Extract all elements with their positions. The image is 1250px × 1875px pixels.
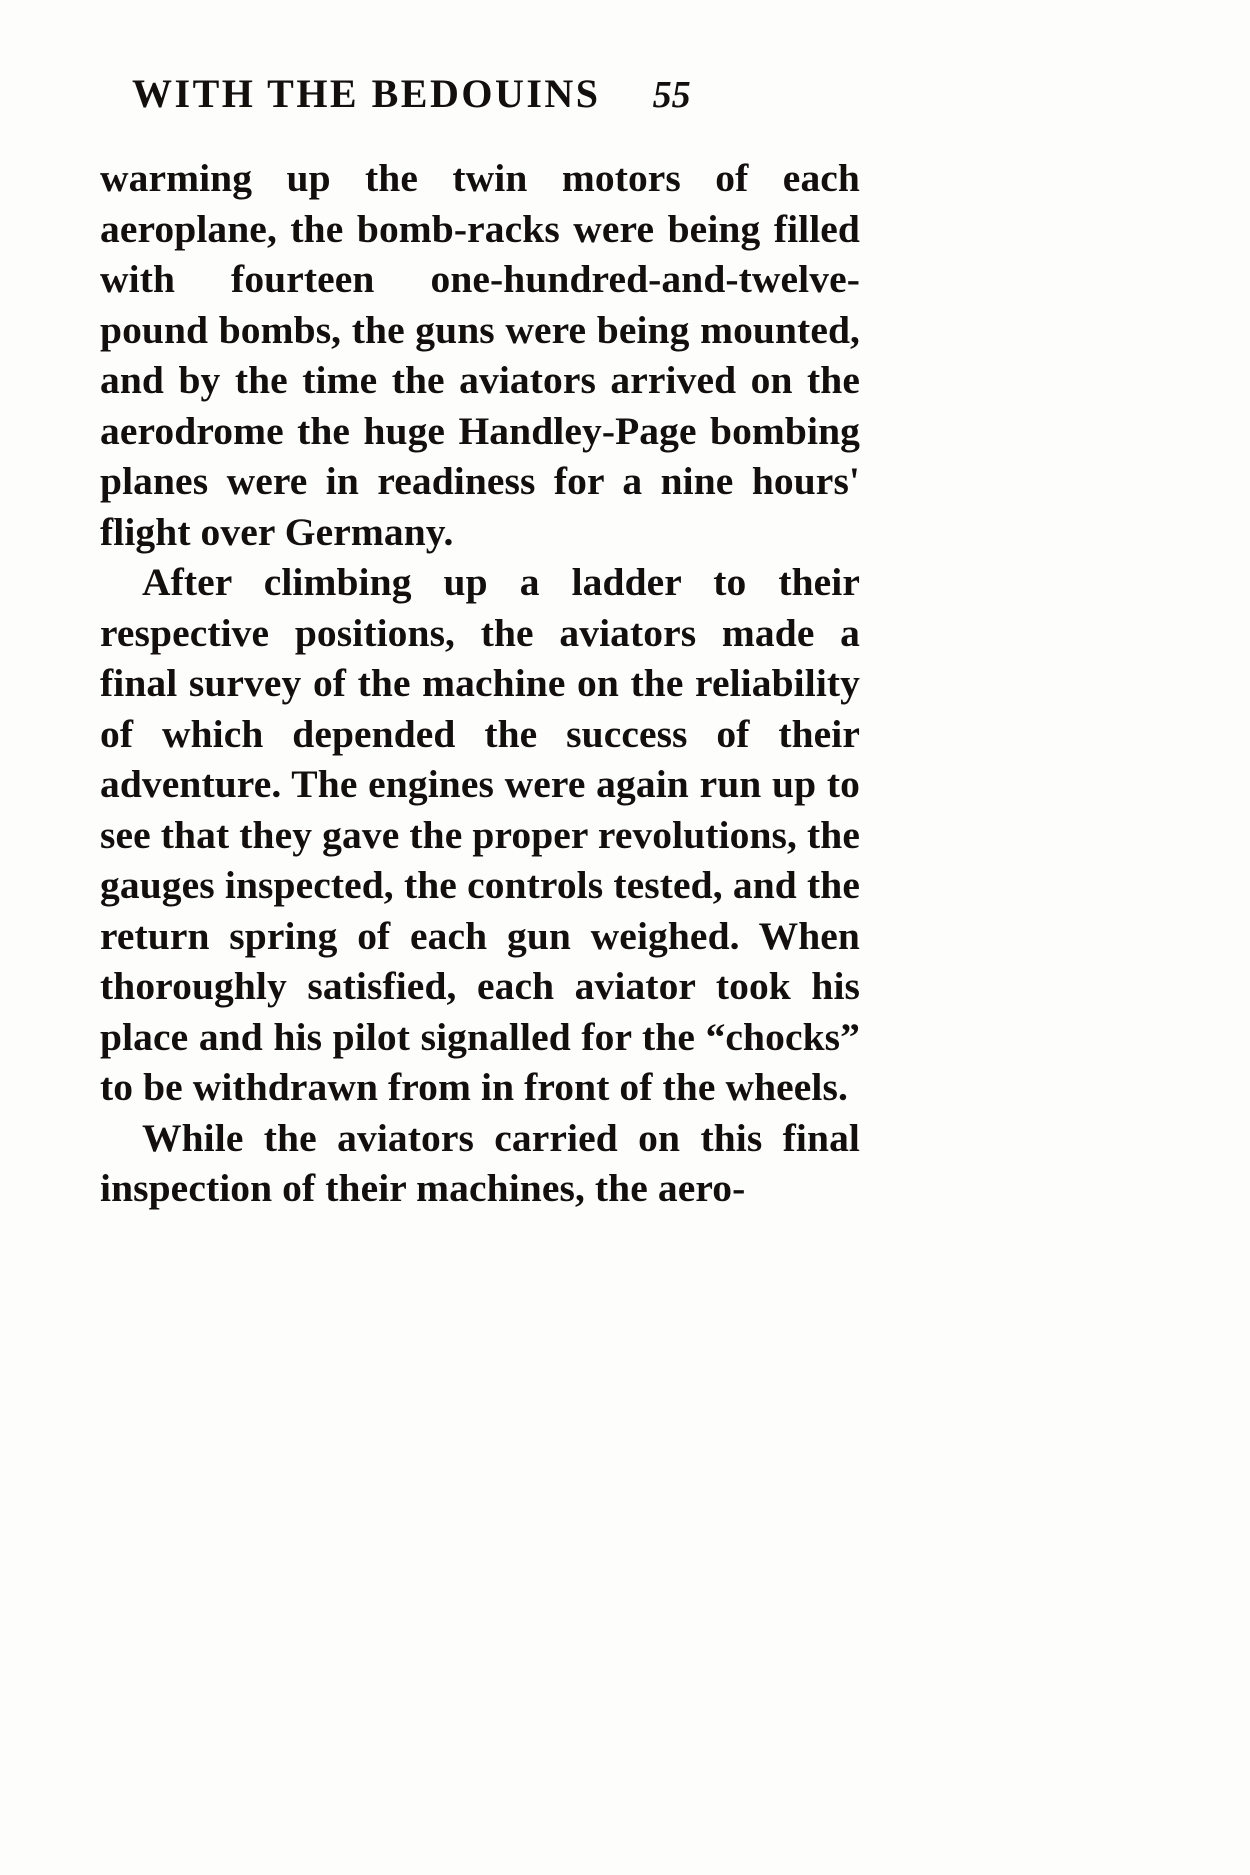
running-head-title: WITH THE BEDOUINS [132, 71, 601, 116]
paragraph-3: While the aviators carried on this final inspection of their machines, the aero- [100, 1115, 860, 1210]
body-text [100, 153, 860, 1214]
paragraph-1: warming up the twin motors of each aeroplane, the bomb-racks were being filled with fourteen one-hundred-and-twelve-pound bombs, the guns were being mounted, and by the time the aviators arrived on the aerodrome the huge Handley-Page bombing planes were in readiness for a nine hours' flight over Germany. [100, 156, 860, 554]
running-head [100, 70, 860, 117]
paragraph-2: After climbing up a ladder to their respective positions, the aviators made a final survey of the machine on the reliability of which depended the success of their adventure. The engines were again run up to see that they gave the proper revolutions, the gauges inspected, the controls tested, and the return spring of each gun weighed. When thoroughly satisfied, each aviator took his place and his pilot signalled for the “chocks” to be withdrawn from in front of the wheels. [100, 560, 860, 1109]
page-content [100, 70, 860, 1214]
page-number: 55 [652, 74, 691, 116]
